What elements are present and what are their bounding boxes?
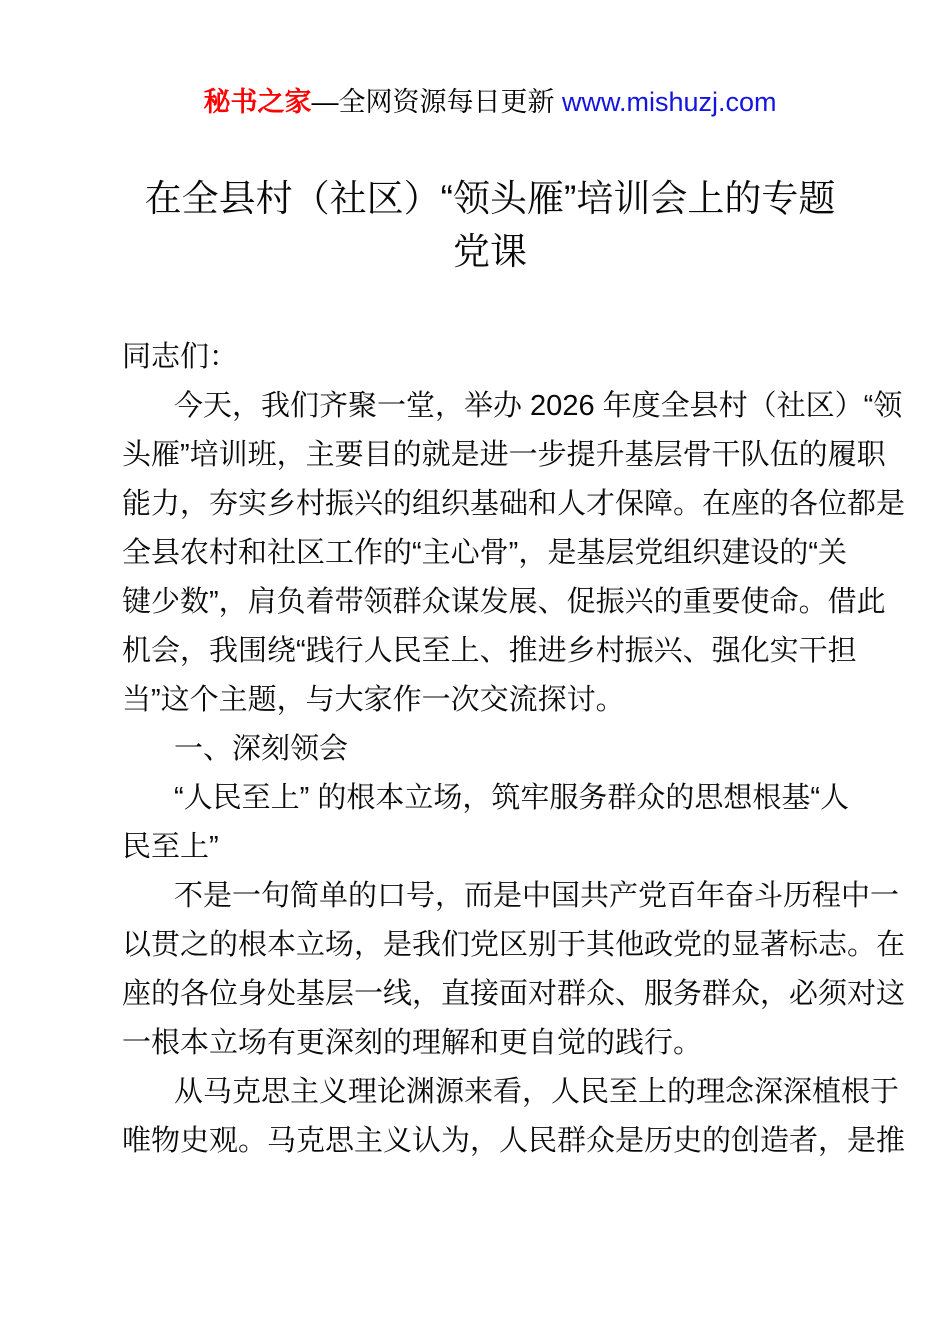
body-line: 全县农村和社区工作的“主心骨”，是基层党组织建设的“关 [122, 537, 847, 569]
body-line: 头雁”培训班，主要目的就是进一步提升基层骨干队伍的履职 [122, 439, 886, 471]
document-body [122, 333, 906, 1166]
site-tagline: —全网资源每日更新 [311, 87, 562, 117]
body-line: 唯物史观。马克思主义认为，人民群众是历史的创造者，是推 [122, 1125, 906, 1157]
body-line: 键少数”，肩负着带领群众谋发展、促振兴的重要使命。借此 [122, 586, 886, 618]
site-url: www.mishuzj.com [561, 87, 777, 117]
body-line: 民至上” [122, 831, 219, 863]
body-line: 座的各位身处基层一线，直接面对群众、服务群众，必须对这 [122, 978, 906, 1010]
document-title-line2: 党课 [453, 231, 527, 272]
body-line: 一、深刻领会 [174, 733, 349, 765]
body-line: 以贯之的根本立场，是我们党区别于其他政党的显著标志。在 [122, 929, 906, 961]
body-line: 同志们： [122, 341, 239, 373]
body-line: 当”这个主题，与大家作一次交流探讨。 [122, 684, 625, 716]
body-line: 能力，夯实乡村振兴的组织基础和人才保障。在座的各位都是 [122, 488, 906, 520]
site-brand: 秘书之家 [203, 87, 312, 117]
document-title [122, 172, 858, 278]
body-line: “人民至上” 的根本立场，筑牢服务群众的思想根基“人 [174, 782, 850, 814]
body-line: 今天，我们齐聚一堂，举办 2026 年度全县村（社区）“领 [174, 390, 903, 422]
document-title-line1: 在全县村（社区）“领头雁”培训会上的专题 [144, 178, 836, 219]
body-line: 一根本立场有更深刻的理解和更自觉的践行。 [122, 1027, 703, 1059]
site-header [122, 86, 858, 118]
body-line: 机会，我围绕“践行人民至上、推进乡村振兴、强化实干担 [122, 635, 857, 667]
body-line: 从马克思主义理论渊源来看，人民至上的理念深深植根于 [174, 1076, 900, 1108]
body-line: 不是一句简单的口号，而是中国共产党百年奋斗历程中一 [174, 880, 900, 912]
